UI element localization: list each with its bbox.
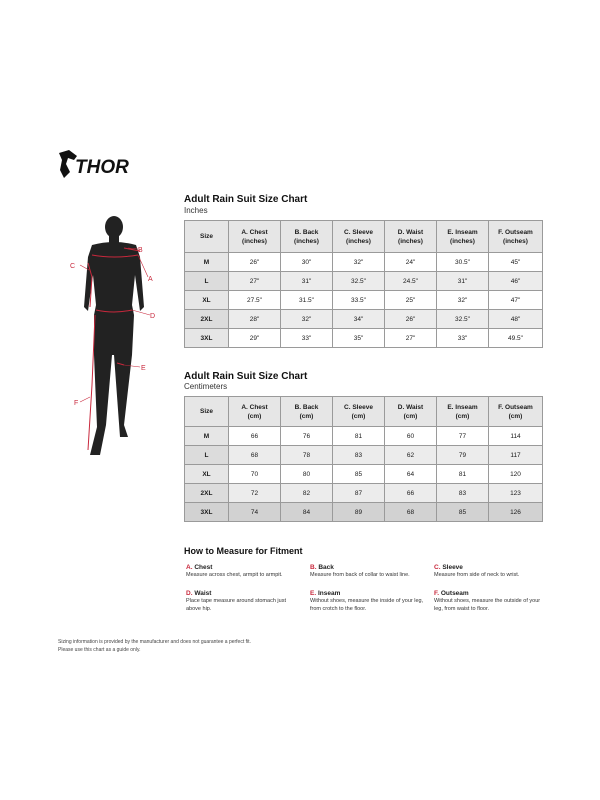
measure-item-back [310, 564, 425, 580]
table-row [185, 310, 543, 329]
table-cell: 33" [437, 329, 489, 348]
table-row [185, 465, 543, 484]
measure-letter: A. [186, 564, 193, 571]
size-label: L [185, 446, 229, 465]
measure-name: Outseam [440, 590, 469, 597]
marker-b: B [138, 247, 143, 254]
footnote-line: Please use this chart as a guide only. [58, 646, 141, 653]
column-header: B. Back (cm) [281, 397, 333, 427]
measure-letter: C. [434, 564, 441, 571]
table-header-row [185, 397, 543, 427]
measure-desc: Place tape measure around stomach just above hip. [186, 598, 286, 612]
table-row [185, 329, 543, 348]
thor-logo [57, 150, 147, 180]
column-header: E. Inseam (cm) [437, 397, 489, 427]
inches-chart-subtitle: Inches [184, 206, 208, 215]
table-cell: 27" [229, 272, 281, 291]
column-header: F. Outseam (inches) [489, 221, 543, 253]
table-cell: 81 [333, 427, 385, 446]
table-cell: 45" [489, 253, 543, 272]
cm-size-table [184, 396, 543, 522]
marker-d: D [150, 313, 156, 320]
table-cell: 120 [489, 465, 543, 484]
column-header: C. Sleeve (inches) [333, 221, 385, 253]
table-cell: 117 [489, 446, 543, 465]
table-cell: 32" [281, 310, 333, 329]
table-cell: 83 [333, 446, 385, 465]
table-cell: 31.5" [281, 291, 333, 310]
inches-chart-title: Adult Rain Suit Size Chart [184, 194, 308, 205]
marker-e: E [141, 365, 146, 372]
measure-item-inseam [310, 590, 425, 613]
table-row [185, 272, 543, 291]
column-header: F. Outseam (cm) [489, 397, 543, 427]
table-cell: 82 [281, 484, 333, 503]
column-header: Size [185, 221, 229, 253]
table-cell: 77 [437, 427, 489, 446]
table-row [185, 427, 543, 446]
footnote [58, 639, 358, 654]
table-cell: 47" [489, 291, 543, 310]
size-label: 2XL [185, 484, 229, 503]
column-header: D. Waist (inches) [385, 221, 437, 253]
size-label: 2XL [185, 310, 229, 329]
table-cell: 24.5" [385, 272, 437, 291]
size-label: XL [185, 465, 229, 484]
table-cell: 33.5" [333, 291, 385, 310]
table-cell: 66 [385, 484, 437, 503]
measure-letter: B. [310, 564, 317, 571]
measure-name: Chest [194, 564, 213, 571]
size-label: M [185, 253, 229, 272]
table-cell: 34" [333, 310, 385, 329]
table-cell: 49.5" [489, 329, 543, 348]
size-label: 3XL [185, 329, 229, 348]
marker-c: C [70, 263, 76, 270]
table-cell: 79 [437, 446, 489, 465]
table-cell: 27.5" [229, 291, 281, 310]
table-cell: 74 [229, 503, 281, 522]
table-cell: 68 [229, 446, 281, 465]
table-cell: 25" [385, 291, 437, 310]
table-cell: 70 [229, 465, 281, 484]
table-cell: 85 [437, 503, 489, 522]
table-cell: 68 [385, 503, 437, 522]
measure-section-title: How to Measure for Fitment [184, 546, 303, 556]
table-row [185, 291, 543, 310]
measure-name: Inseam [317, 590, 341, 597]
measure-name: Waist [194, 590, 212, 597]
table-cell: 32.5" [333, 272, 385, 291]
table-cell: 30.5" [437, 253, 489, 272]
table-cell: 72 [229, 484, 281, 503]
column-header: Size [185, 397, 229, 427]
measure-item-sleeve [434, 564, 549, 580]
table-cell: 32.5" [437, 310, 489, 329]
column-header: A. Chest (cm) [229, 397, 281, 427]
table-cell: 46" [489, 272, 543, 291]
table-cell: 83 [437, 484, 489, 503]
column-header: B. Back (inches) [281, 221, 333, 253]
table-cell: 87 [333, 484, 385, 503]
measure-desc: Without shoes, measure the inside of your leg, from crotch to the floor. [310, 598, 424, 612]
column-header: E. Inseam (inches) [437, 221, 489, 253]
measure-letter: E. [310, 590, 317, 597]
table-cell: 80 [281, 465, 333, 484]
table-cell: 60 [385, 427, 437, 446]
marker-a: A [148, 276, 153, 283]
marker-f: F [74, 400, 79, 407]
table-cell: 76 [281, 427, 333, 446]
table-cell: 28" [229, 310, 281, 329]
table-row [185, 503, 543, 522]
table-cell: 24" [385, 253, 437, 272]
table-cell: 31" [437, 272, 489, 291]
table-cell: 62 [385, 446, 437, 465]
size-label: XL [185, 291, 229, 310]
table-cell: 32" [333, 253, 385, 272]
size-label: M [185, 427, 229, 446]
size-label: 3XL [185, 503, 229, 522]
helmet-icon [57, 150, 147, 180]
table-cell: 64 [385, 465, 437, 484]
table-cell: 30" [281, 253, 333, 272]
table-cell: 89 [333, 503, 385, 522]
column-header: C. Sleeve (cm) [333, 397, 385, 427]
table-cell: 31" [281, 272, 333, 291]
table-cell: 48" [489, 310, 543, 329]
table-cell: 35" [333, 329, 385, 348]
measure-item-outseam [434, 590, 549, 613]
column-header: D. Waist (cm) [385, 397, 437, 427]
table-header-row [185, 221, 543, 253]
body-figure [62, 215, 172, 460]
table-row [185, 484, 543, 503]
cm-chart-title: Adult Rain Suit Size Chart [184, 371, 308, 382]
measure-letter: D. [186, 590, 193, 597]
table-cell: 78 [281, 446, 333, 465]
measure-item-waist [186, 590, 301, 613]
table-cell: 123 [489, 484, 543, 503]
inches-size-table [184, 220, 543, 348]
cm-chart-subtitle: Centimeters [184, 382, 228, 391]
table-cell: 32" [437, 291, 489, 310]
table-cell: 81 [437, 465, 489, 484]
column-header: A. Chest (inches) [229, 221, 281, 253]
measure-name: Back [318, 564, 334, 571]
measure-name: Sleeve [442, 564, 463, 571]
table-cell: 126 [489, 503, 543, 522]
table-cell: 33" [281, 329, 333, 348]
measure-item-chest [186, 564, 301, 580]
footnote-line: Sizing information is provided by the manufacturer and does not guarantee a perfect fit. [58, 639, 251, 645]
table-cell: 66 [229, 427, 281, 446]
table-cell: 84 [281, 503, 333, 522]
table-cell: 85 [333, 465, 385, 484]
table-cell: 26" [229, 253, 281, 272]
measure-desc: Measure across chest, armpit to armpit. [186, 572, 283, 578]
measure-desc: Measure from back of collar to waist line. [310, 572, 410, 578]
size-label: L [185, 272, 229, 291]
table-cell: 26" [385, 310, 437, 329]
measure-desc: Without shoes, measure the outside of your leg, from waist to floor. [434, 598, 541, 612]
table-cell: 27" [385, 329, 437, 348]
table-row [185, 253, 543, 272]
table-row [185, 446, 543, 465]
table-cell: 29" [229, 329, 281, 348]
measure-letter: F. [434, 590, 440, 597]
measure-desc: Measure from side of neck to wrist. [434, 572, 520, 578]
table-cell: 114 [489, 427, 543, 446]
logo-text: THOR [75, 157, 129, 178]
